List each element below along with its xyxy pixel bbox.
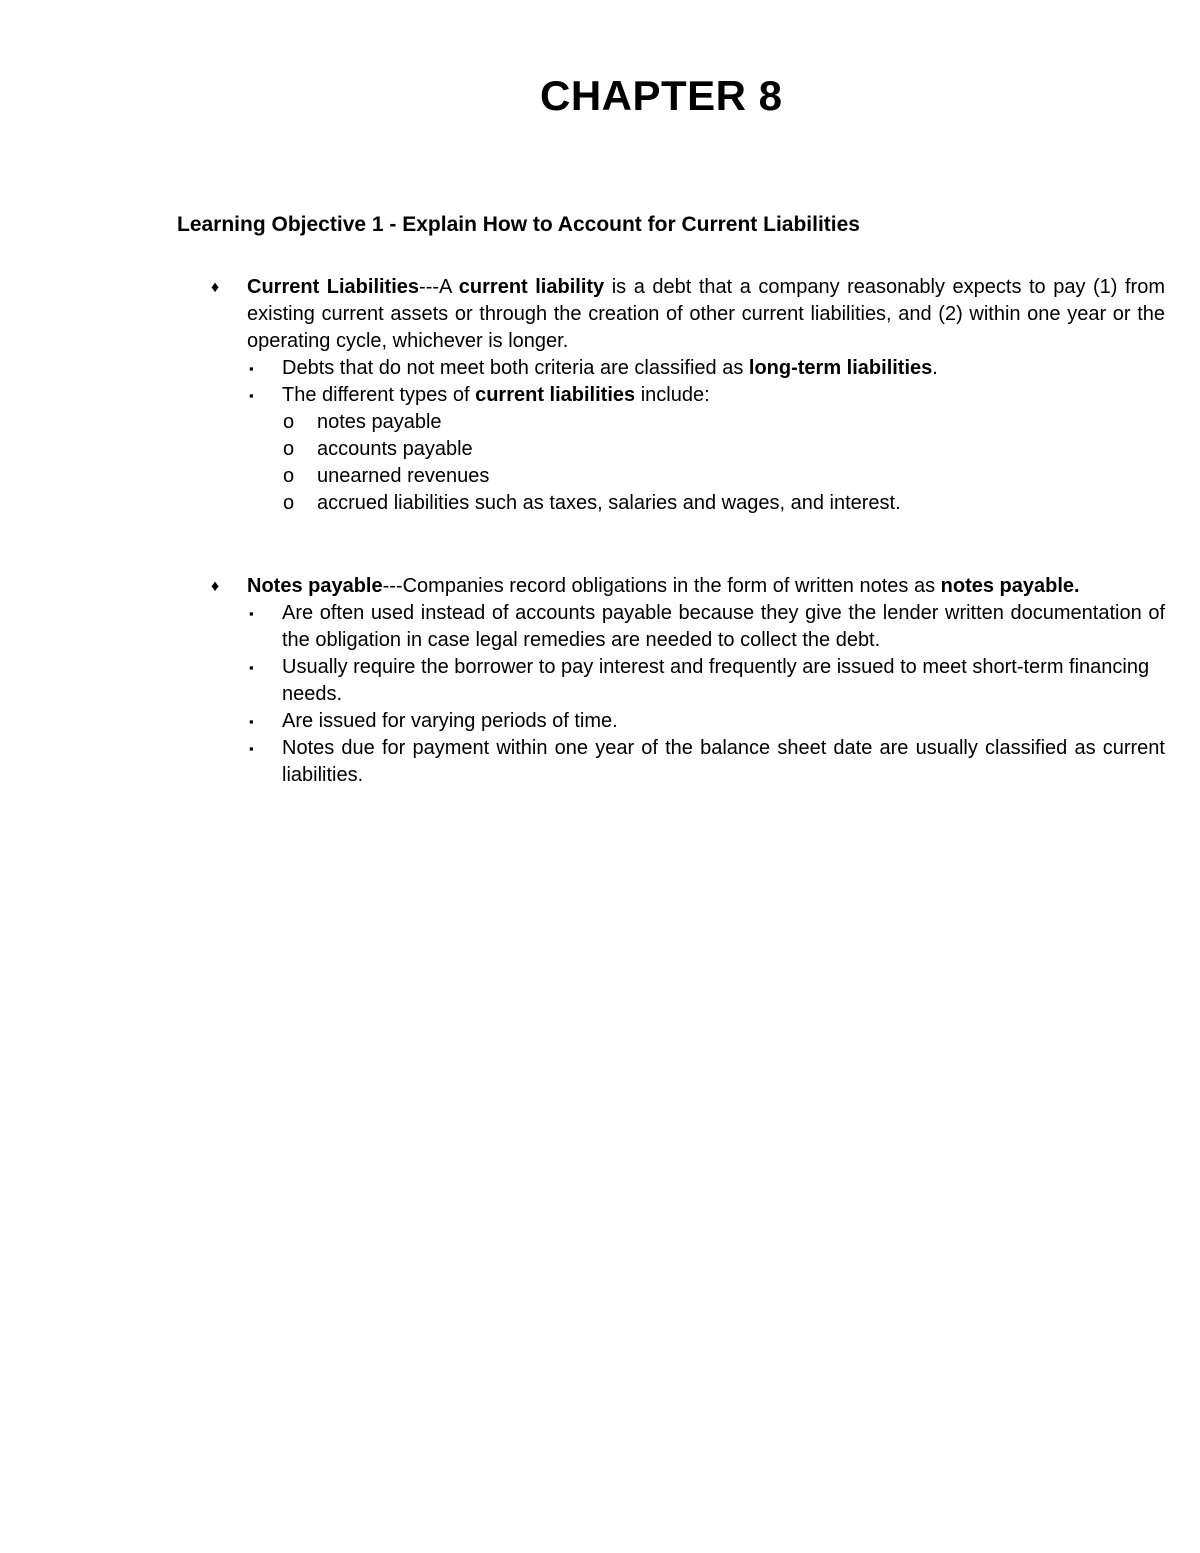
long-term-liabilities-term: long-term liabilities [748, 357, 933, 379]
liability-type-item [209, 409, 1165, 436]
liability-type-text: notes payable [317, 411, 442, 433]
square-bullet-icon: ▪ [249, 714, 254, 729]
current-liabilities-separator: ---A [419, 276, 459, 298]
current-liabilities-bold-term: current liabilities [475, 384, 636, 406]
notes-payable-item [209, 573, 1165, 600]
current-liabilities-term: Current Liabilities [247, 276, 420, 298]
objective-heading: Learning Objective 1 - Explain How to Account for Current Liabilities [177, 213, 860, 236]
sub-point-long-term [209, 355, 1165, 382]
notes-payable-point-text: Notes due for payment within one year of the balance sheet date are usually classified as current liabilities. [282, 737, 1165, 786]
liability-type-item [209, 463, 1165, 490]
square-bullet-icon: ▪ [249, 660, 254, 675]
circle-bullet-icon: o [283, 465, 295, 487]
liability-type-item [209, 436, 1165, 463]
sub-point-text-end: include: [635, 384, 710, 406]
current-liabilities-section [209, 274, 1165, 517]
square-bullet-icon: ▪ [249, 741, 254, 756]
notes-payable-point-text: Usually require the borrower to pay interest and frequently are issued to meet short-term financing needs. [282, 656, 1150, 705]
liability-type-text: accrued liabilities such as taxes, salaries and wages, and interest. [317, 492, 901, 514]
circle-bullet-icon: o [283, 438, 295, 460]
notes-payable-point-text: Are often used instead of accounts payable because they give the lender written documentation of the obligation in case legal remedies are needed to collect the debt. [282, 602, 1165, 651]
notes-payable-point [209, 600, 1165, 654]
circle-bullet-icon: o [283, 492, 295, 514]
notes-payable-point [209, 654, 1165, 708]
current-liability-bold-term: current liability [458, 276, 605, 298]
liability-type-item [209, 490, 1165, 517]
notes-payable-term: Notes payable [247, 575, 383, 597]
chapter-title: CHAPTER 8 [540, 72, 783, 119]
liability-type-text: unearned revenues [317, 465, 490, 487]
sub-point-text: The different types of [282, 384, 476, 406]
sub-point-text: Debts that do not meet both criteria are classified as [282, 357, 749, 379]
liability-type-text: accounts payable [317, 438, 473, 460]
notes-payable-bold-end: notes payable. [940, 575, 1080, 597]
notes-payable-definition: ---Companies record obligations in the form of written notes as [382, 575, 941, 597]
diamond-bullet-icon: ♦ [211, 279, 220, 296]
square-bullet-icon: ▪ [249, 388, 254, 403]
sub-point-types [209, 382, 1165, 409]
square-bullet-icon: ▪ [249, 606, 254, 621]
sub-point-text-end: . [932, 357, 938, 379]
notes-payable-point-text: Are issued for varying periods of time. [282, 710, 618, 732]
circle-bullet-icon: o [283, 411, 295, 433]
current-liabilities-item [209, 274, 1165, 355]
diamond-bullet-icon: ♦ [211, 578, 220, 595]
notes-payable-section [209, 573, 1165, 789]
current-liabilities-definition: is a debt that a company reasonably expects to pay (1) from existing current assets or through the creation of other current liabilities, and (2) within one year or the operating cycle, whichever is longer. [247, 276, 1166, 352]
notes-payable-point [209, 735, 1165, 789]
square-bullet-icon: ▪ [249, 361, 254, 376]
notes-payable-point [209, 708, 1165, 735]
